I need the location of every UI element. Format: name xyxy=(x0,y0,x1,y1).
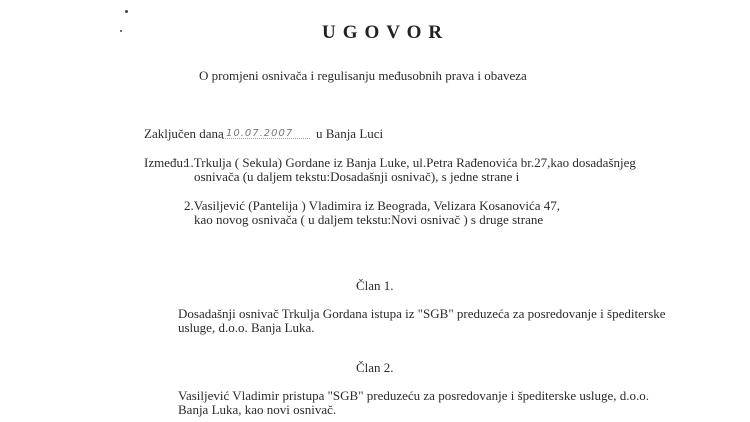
article1-line1: Dosadašnji osnivač Trkulja Gordana istupa iz "SGB" preduzeća za posredovanje i špediterske xyxy=(178,306,666,321)
scan-speck xyxy=(120,30,122,32)
party1-line2: osnivača (u daljem tekstu:Dosadašnji osnivač), s jedne strane i xyxy=(194,169,520,184)
article1-heading: Član 1. xyxy=(356,278,394,293)
concluded-prefix: Zaključen dana xyxy=(144,126,224,141)
document-title: UGOVOR xyxy=(322,22,450,43)
article1-line2: usluge, d.o.o. Banja Luka. xyxy=(178,320,315,335)
party2-line2: kao novog osnivača ( u daljem tekstu:Novi osnivač ) s druge strane xyxy=(194,212,544,227)
document-subtitle: O promjeni osnivača i regulisanju međusobnih prava i obaveza xyxy=(199,68,527,83)
article2-line2: Banja Luka, kao novi osnivač. xyxy=(178,402,337,417)
article2-heading: Član 2. xyxy=(356,360,394,375)
party1-line1: 1.Trkulja ( Sekula) Gordane iz Banja Luke, ul.Petra Rađenovića br.27,kao dosadašnjeg xyxy=(184,155,636,170)
party2-line1: 2.Vasiljević (Pantelija ) Vladimira iz Beograda, Velizara Kosanovića 47, xyxy=(184,198,561,213)
scan-speck xyxy=(125,10,128,13)
parties-label: Između: xyxy=(144,155,187,170)
concluded-suffix: u Banja Luci xyxy=(316,126,384,141)
article2-line1: Vasiljević Vladimir pristupa "SGB" preduzeću za posredovanje i špediterske usluge, d.o.o. xyxy=(178,388,650,403)
handwritten-date: 10.07.2007 xyxy=(226,128,294,139)
